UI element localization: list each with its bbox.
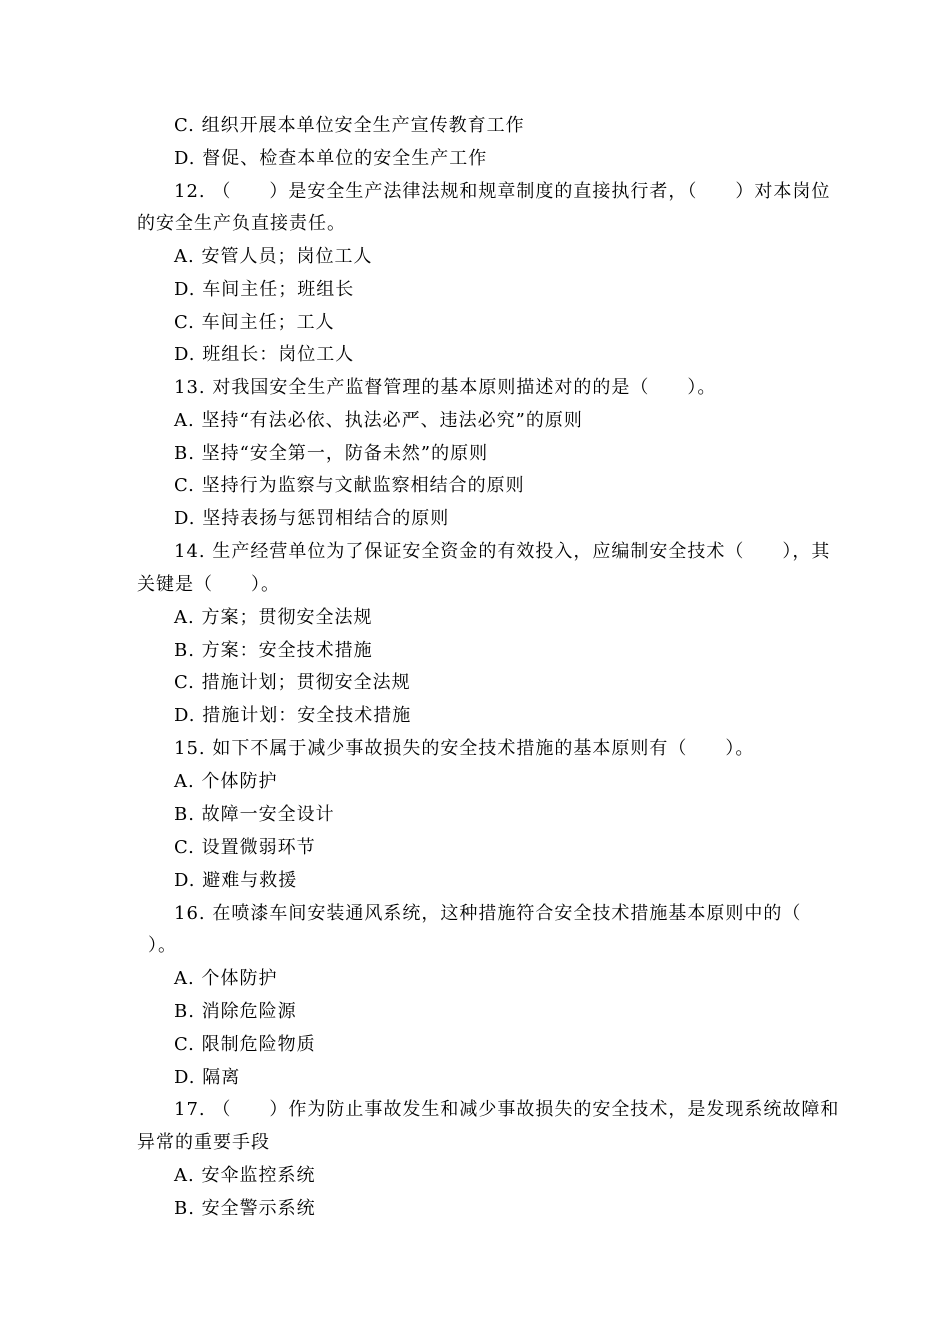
option-b-17: B. 安全警示系统	[174, 1198, 316, 1219]
question-12-continued: 的安全生产负直接责任。	[137, 213, 346, 234]
option-b-14: B. 方案：安全技术措施	[174, 640, 373, 661]
option-d-13: D. 坚持表扬与惩罚相结合的原则	[174, 508, 450, 529]
option-b-12: D. 车间主任；班组长	[174, 279, 355, 300]
question-16-continued: ）。	[148, 935, 177, 956]
option-d-11: D. 督促、检查本单位的安全生产工作	[174, 148, 488, 169]
option-d-14: D. 措施计划：安全技术措施	[174, 705, 412, 726]
option-b-15: B. 故障一安全设计	[174, 804, 335, 825]
option-d-12: D. 班组长：岗位工人	[174, 344, 355, 365]
option-a-16: A. 个体防护	[174, 968, 278, 989]
question-17-continued: 异常的重要手段	[137, 1132, 270, 1153]
option-b-16: B. 消除危险源	[174, 1001, 297, 1022]
question-14: 14. 生产经营单位为了保证安全资金的有效投入，应编制安全技术（ ），其	[174, 541, 831, 562]
option-c-15: C. 设置微弱环节	[174, 837, 316, 858]
question-17: 17. （ ）作为防止事故发生和减少事故损失的安全技术，是发现系统故障和	[174, 1099, 840, 1120]
question-13: 13. 对我国安全生产监督管理的基本原则描述对的的是（ ）。	[174, 377, 717, 398]
option-c-13: C. 坚持行为监察与文献监察相结合的原则	[174, 475, 525, 496]
option-d-16: D. 隔离	[174, 1067, 241, 1088]
option-a-17: A. 安伞监控系统	[174, 1165, 316, 1186]
option-a-15: A. 个体防护	[174, 771, 278, 792]
option-a-13: A. 坚持“有法必依、执法必严、违法必究”的原则	[174, 410, 583, 431]
question-15: 15. 如下不属于减少事故损失的安全技术措施的基本原则有（ ）。	[174, 738, 755, 759]
option-c-11: C. 组织开展本单位安全生产宣传教育工作	[174, 115, 525, 136]
question-12: 12. （ ）是安全生产法律法规和规章制度的直接执行者，（ ）对本岗位	[174, 181, 831, 202]
question-14-continued: 关键是（ ）。	[137, 574, 280, 595]
option-c-14: C. 措施计划；贯彻安全法规	[174, 672, 411, 693]
option-a-14: A. 方案；贯彻安全法规	[174, 607, 373, 628]
question-16: 16. 在喷漆车间安装通风系统，这种措施符合安全技术措施基本原则中的（	[174, 903, 802, 924]
option-b-13: B. 坚持“安全第一，防备未然”的原则	[174, 443, 489, 464]
option-a-12: A. 安管人员；岗位工人	[174, 246, 373, 267]
option-c-12: C. 车间主任；工人	[174, 312, 335, 333]
option-d-15: D. 避难与救援	[174, 870, 298, 891]
option-c-16: C. 限制危险物质	[174, 1034, 316, 1055]
